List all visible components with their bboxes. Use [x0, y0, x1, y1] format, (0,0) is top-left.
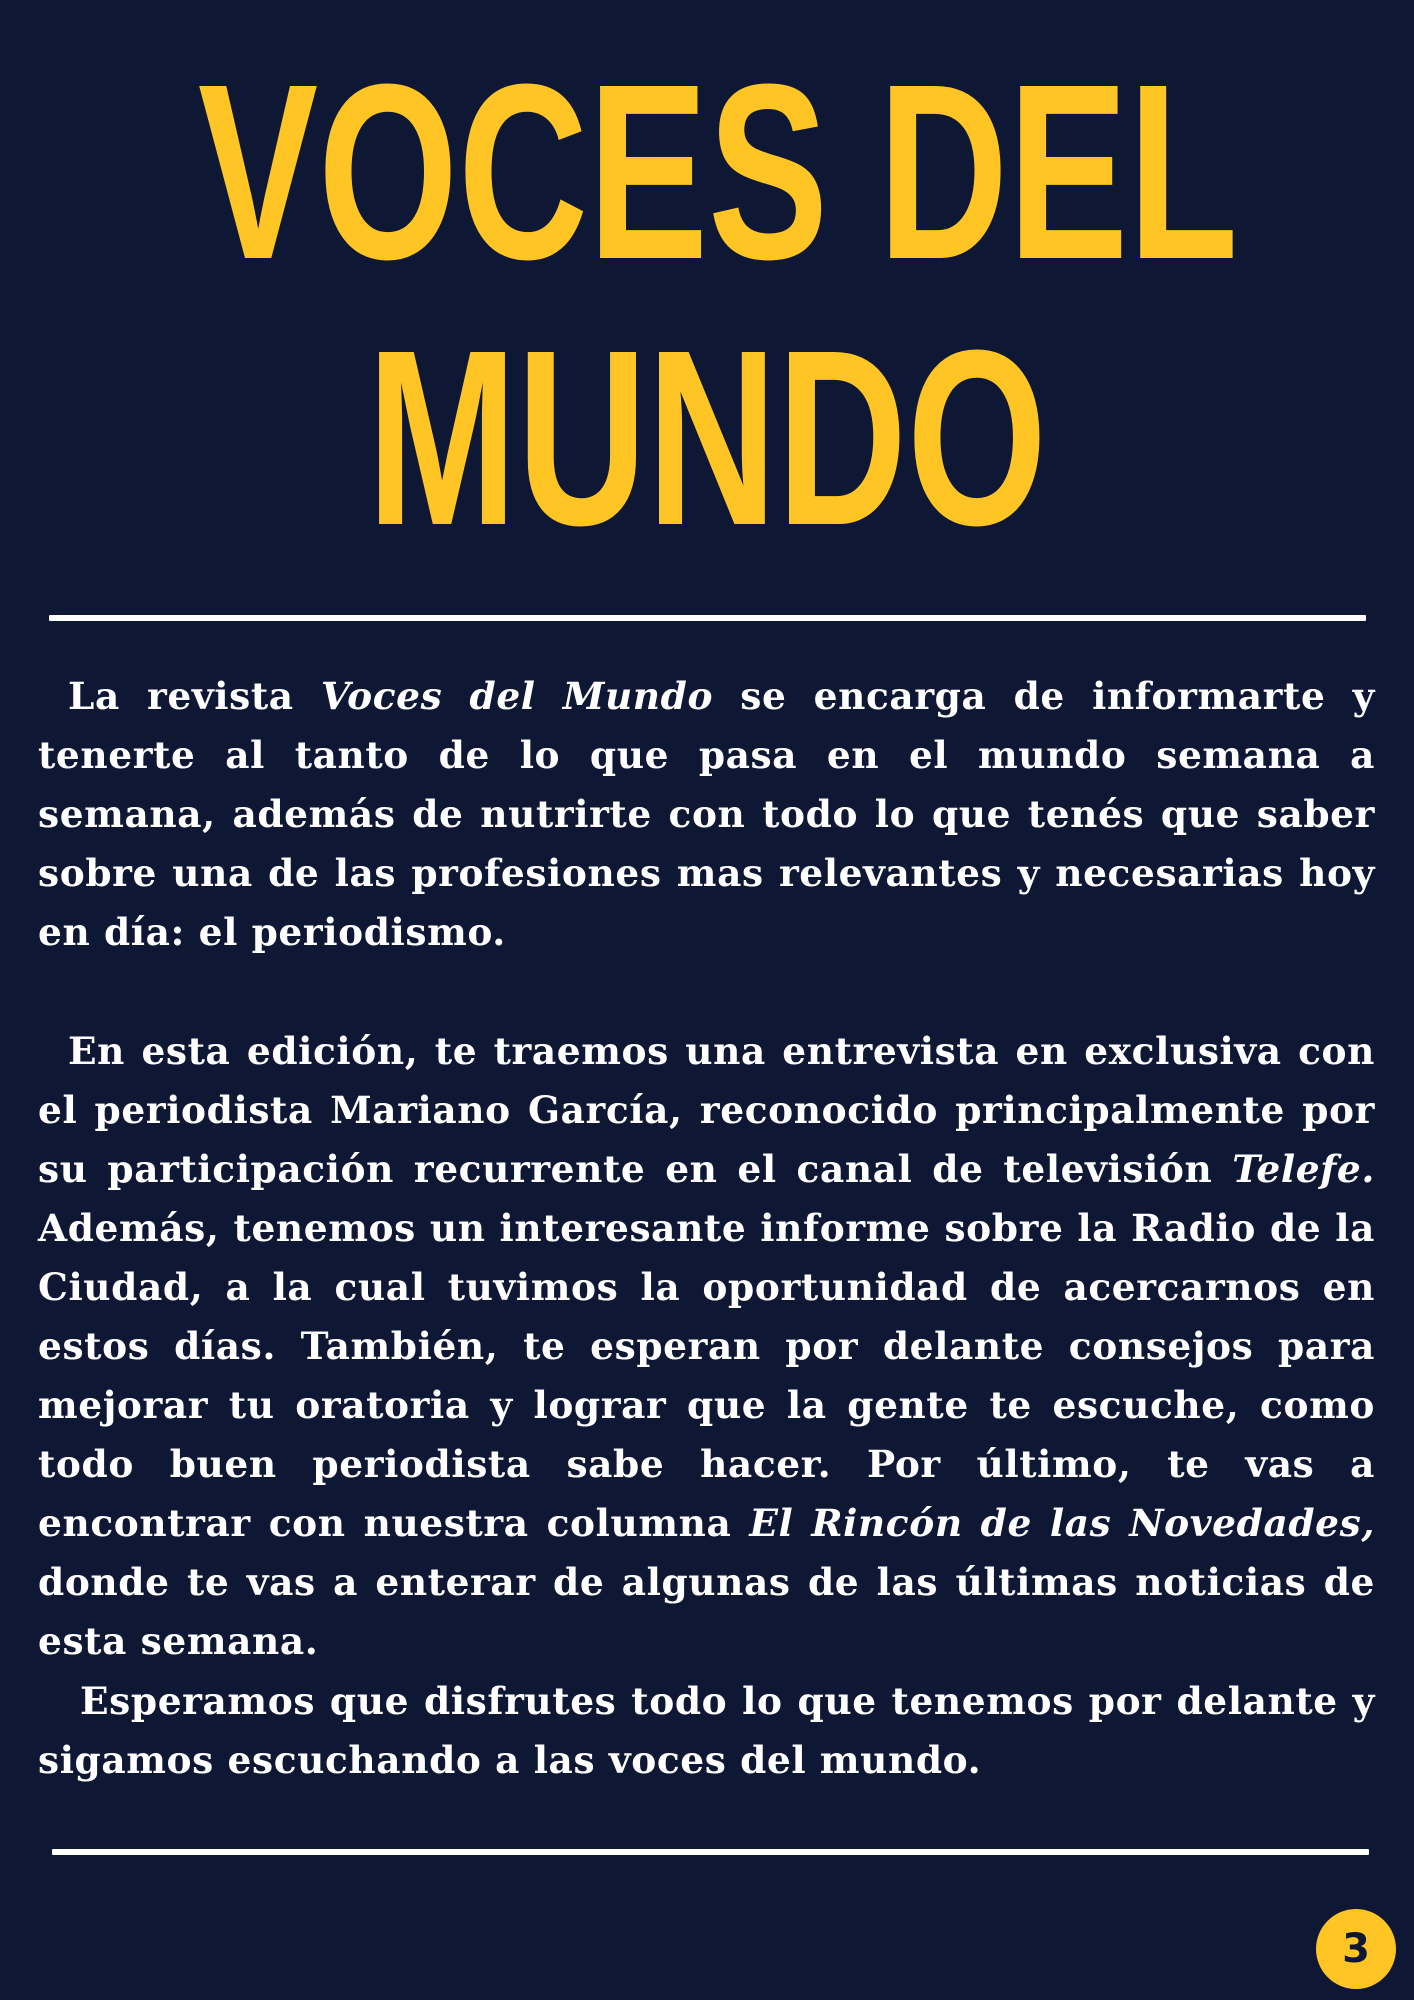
column-name: El Rincón de las Novedades,	[749, 1501, 1375, 1545]
top-divider	[49, 615, 1366, 621]
closing-paragraph	[38, 1672, 1375, 1790]
masthead-title-line-2: MUNDO	[367, 298, 1047, 577]
edition-text-start: En esta edición, te traemos una entrevista en exclusiva con el periodista Mariano García, reconocido principalmente por su participación recurrente en el canal de televisión	[38, 1029, 1375, 1191]
page-number-badge: 3	[1316, 1909, 1396, 1989]
bottom-divider	[52, 1849, 1369, 1855]
closing-text: Esperamos que disfrutes todo lo que tenemos por delante y sigamos escuchando a las voces del mundo.	[38, 1679, 1375, 1782]
channel-name: Telefe.	[1232, 1147, 1375, 1191]
edition-text-middle: Además, tenemos un interesante informe sobre la Radio de la Ciudad, a la cual tuvimos la oportunidad de acercarnos en estos días. También, te esperan por delante consejos para mejorar tu oratoria y lograr que la gente te escuche, como todo buen periodista sabe hacer. Por último, te vas a encontrar con nuestra columna	[38, 1206, 1375, 1545]
intro-paragraph	[38, 667, 1375, 962]
masthead-title-line-1: VOCES DEL	[197, 32, 1239, 311]
intro-text-end: se encarga de informarte y tenerte al tanto de lo que pasa en el mundo semana a semana, además de nutrirte con todo lo que tenés que saber sobre una de las profesiones mas relevantes y necesarias hoy en día: el periodismo.	[38, 674, 1375, 954]
edition-text-end: donde te vas a enterar de algunas de las últimas noticias de esta semana.	[38, 1560, 1375, 1663]
intro-text-start: La revista	[68, 674, 321, 718]
edition-paragraph	[38, 1022, 1375, 1671]
magazine-name: Voces del Mundo	[320, 674, 714, 718]
